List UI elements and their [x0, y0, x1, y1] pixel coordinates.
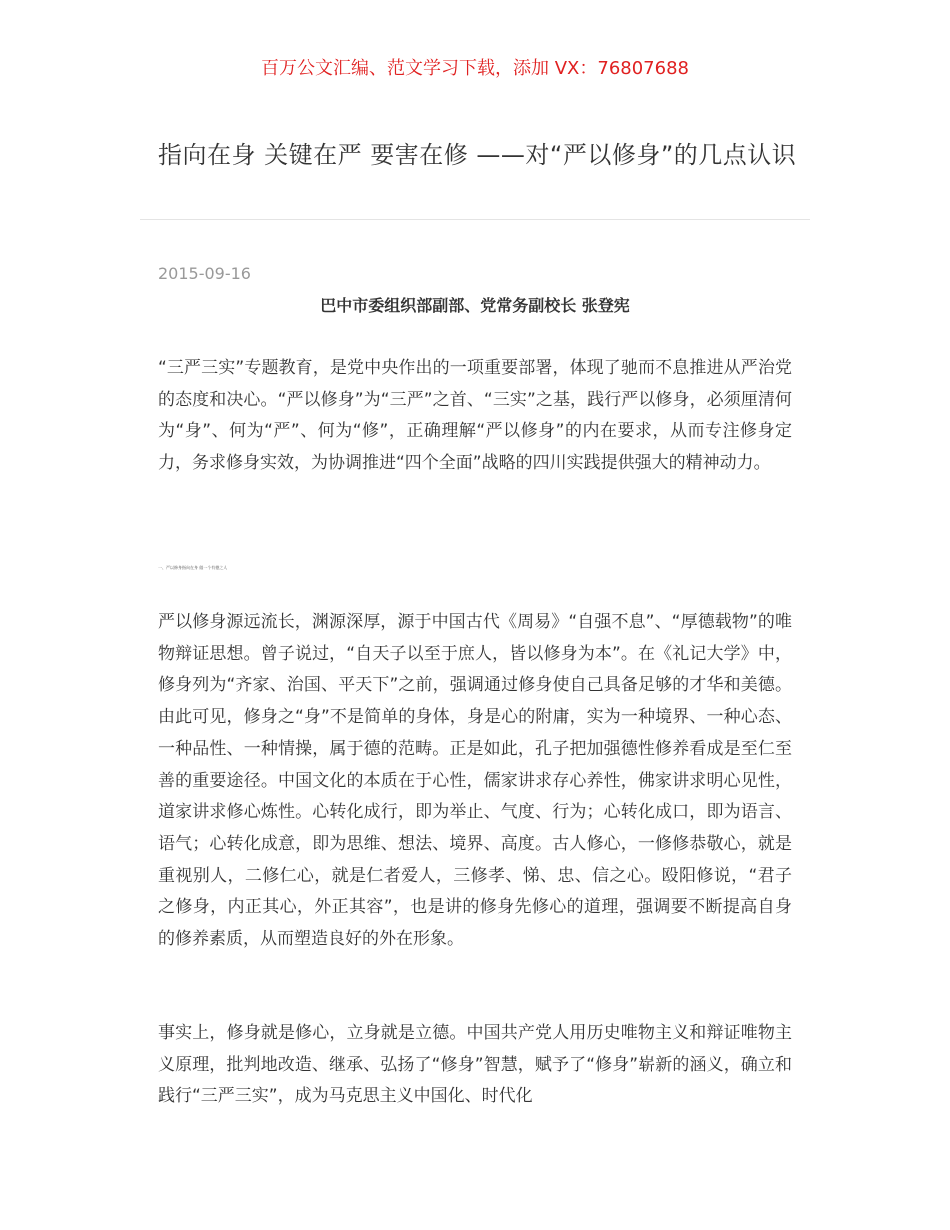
publish-date: 2015-09-16	[158, 264, 251, 283]
article-title: 指向在身 关键在严 要害在修 ——对“严以修身”的几点认识	[158, 141, 797, 169]
article-author: 巴中市委组织部副部、党常务副校长 张登宪	[320, 296, 630, 315]
paragraph-body-2: 事实上，修身就是修心，立身就是立德。中国共产党人用历史唯物主义和辩证唯物主义原理，批判地改造、继承、弘扬了“修身”智慧，赋予了“修身”崭新的涵义，确立和践行“三严三实”，成为马克思主义中国化、时代化	[158, 1023, 792, 1107]
promo-banner: 百万公文汇编、范文学习下载，添加 VX：76807688	[261, 58, 689, 79]
section-heading: 一、严以修身指向在身 做一个有德之人	[158, 565, 228, 570]
paragraph-intro: “三严三实”专题教育，是党中央作出的一项重要部署，体现了驰而不息推进从严治党的态度和决心。“严以修身”为“三严”之首、“三实”之基，践行严以修身，必须厘清何为“身”、何为“严”、何为“修”，正确理解“严以修身”的内在要求，从而专注修身定力，务求修身实效，为协调推进“四个全面”战略的四川实践提供强大的精神动力。	[158, 358, 792, 474]
paragraph-body-1: 严以修身源远流长，渊源深厚，源于中国古代《周易》“自强不息”、“厚德载物”的唯物辩证思想。曾子说过，“自天子以至于庶人，皆以修身为本”。在《礼记大学》中，修身列为“齐家、治国、平天下”之前，强调通过修身使自己具备足够的才华和美德。由此可见，修身之“身”不是简单的身体，身是心的附庸，实为一种境界、一种心态、一种品性、一种情操，属于德的范畴。正是如此，孔子把加强德性修养看成是至仁至善的重要途径。中国文化的本质在于心性，儒家讲求存心养性，佛家讲求明心见性，道家讲求修心炼性。心转化成行，即为举止、气度、行为；心转化成口，即为语言、语气；心转化成意，即为思维、想法、境界、高度。古人修心，一修修恭敬心，就是重视别人，二修仁心，就是仁者爱人，三修孝、悌、忠、信之心。殴阳修说，“君子之修身，内正其心，外正其容”，也是讲的修身先修心的道理，强调要不断提高自身的修养素质，从而塑造良好的外在形象。	[158, 612, 792, 950]
title-divider	[140, 219, 810, 220]
